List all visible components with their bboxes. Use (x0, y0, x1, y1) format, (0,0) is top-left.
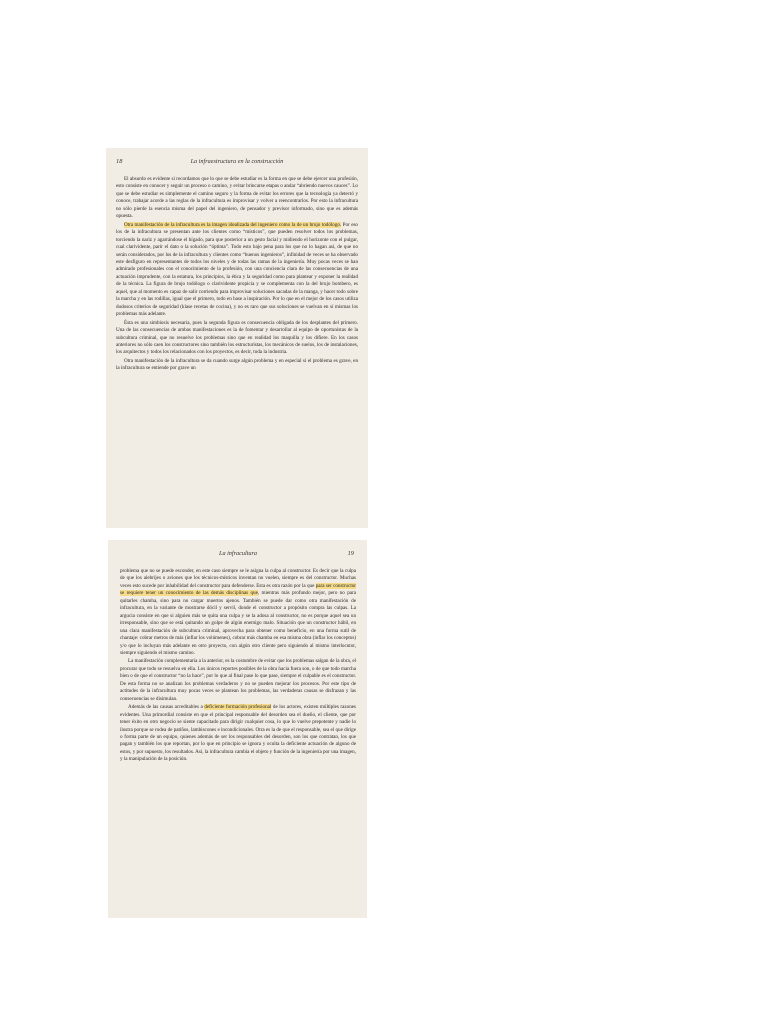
text-segment: Ésta es una simbiosis necesaria, pues la segunda figura es consecuencia obligada de los desplantes del primero. Una de las consecuencias de ambas manifestaciones es la de fomentar y desarrollar al equipo de oportunistas de la subcultura criminal, que no resuelve los problemas sino que en realidad los maquilla y los difiere. En los casos anteriores no sólo caen los constructores sino también los estructuristas, los mecánicos de suelos, los de instalaciones, los arquitectos y todos los relacionados con los proyectos, es decir, toda la industria. (116, 319, 358, 356)
paragraph (116, 358, 358, 373)
highlighted-text: deficiente formación profesional (204, 704, 272, 711)
text-segment: , mientras más profundo mejor, pero no para quitarles chamba, sino para no cargar muertos ajenos. También se puede dar como otra manifestación de infracultura, en la variante de mostrarse dócil y servil, donde el constructor a propósito compra las culpas. La argucia consiste en que si alguien más se quita una culpa y se la adosa al constructor, no es porque aquel sea un irresponsable, sino que se está quitando un golpe de algún enemigo malo. Situación que un constructor hábil, en una clara manifestación de subcultura criminal, aprovecha para obtener como beneficio, en una forma sutil de chantaje: cobrar metros de más (inflar los volúmenes), cobrar más chamba en esa misma obra (inflar los conceptos) y/o que lo incluyan más adelante en otro proyecto, con algún otro cliente pero siguiendo al mismo interlocutor, siempre siguiendo el mismo camino. (120, 590, 356, 656)
running-head (120, 550, 356, 562)
paragraph (120, 704, 356, 764)
running-head-title: La infracultura (219, 550, 257, 557)
paragraph (120, 568, 356, 657)
paragraph (120, 658, 356, 703)
highlighted-text: Otra manifestación de la infracultura es la imagen idealizada del ingeniero como la de un brujo todólogo. (124, 221, 342, 228)
page-body (120, 568, 356, 764)
page-number: 18 (116, 158, 123, 165)
text-segment: La manifestación complementaria a la anterior, es la costumbre de evitar que los problemas salgan de la obra, el procurar que todo se resuelva en ella. Los únicos reportes posibles de la obra hacia fuera son, o de que todo marcha bien o de que el constructor “no la hace”, por lo que al final pase lo que pase, siempre el culpable es el constructor. De esta forma no se analizan los problemas verdaderos y no se pueden mejorar los procesos. Por este tipo de actitudes de la infracultura muy pocas veces se plantean los problemas, las verdaderas causas se disfrazan y las consecuencias se disimulan. (120, 658, 356, 702)
text-segment: problema que no se puede esconder, en este caso siempre se le asigna la culpa al constructor. Es decir que la culpa de que los alebrijes o aviones que los técnicos-místicos inventan no vuelen, siempre es del constructor. Muchas veces esto sucede por inhabilidad del constructor para defenderse. Esta es otra razón por la que (120, 568, 356, 589)
text-segment: Otra manifestación de la infracultura se da cuando surge algún problema y en especial si el problema es grave, en la infracultura se entiende por grave un (116, 357, 358, 372)
running-head-title: La infraestructura en la construcción (190, 158, 284, 165)
book-page-18 (106, 148, 368, 528)
page-body (116, 176, 358, 373)
running-head (116, 158, 358, 170)
text-segment: Además de las causas acreditables a (128, 704, 205, 711)
book-page-19 (108, 540, 367, 918)
text-segment: Por eso los de la infracultura se presentan ante los clientes como “místicos”, que pueden resolver todos los problemas, torciendo la nariz y agarrándose el hígado, para que posterior a un gesto facial y midiendo el horizonte con el pulgar, cual clarividente, parir el dato o la solución “óptima”. Todo esto bajo pena para los que no lo hagan así, de que no serán considerados, por los de la infracultura y clientes como “buenos ingenieros”, infinidad de veces se ha observado este desfiguro en representantes de todos los niveles y de todas las ramas de la ingeniería. Muy pocas veces se han admirado profesionales con el conocimiento de la profesión, con una conciencia clara de las consecuencias de una actuación imprudente, con la estatura, los principios, la ética y la seguridad como para plantear y exponer la realidad de la técnica. La figura de brujo todólogo o clarividente propicia y se complementa con la del brujo bombero, es aquel, que al momento es capaz de salir corriendo para improvisar soluciones sacadas de la manga, y hacer todo sobre la marcha y en las rodillas, igual que el primero, todo en base a inspiración. Por lo que en el mejor de los casos utiliza dudosos criterios de seguridad (klase recetas de cocina), y no es raro que sus soluciones se vuelvan en sí mismas los problemas más adelante. (116, 221, 358, 318)
highlighted-text: para ser constructor se requiere tener un conocimiento de las demás disciplinas que (120, 582, 356, 597)
page-number: 19 (347, 550, 354, 557)
paragraph (116, 320, 358, 357)
paragraph (116, 176, 358, 221)
text-segment: de los actores, existen múltiples razones evidentes. Una primordial consiste en que el principal responsable del desorden sea el dueño, el cliente, que por tener éxito en otro negocio se siente capacitado para dirigir cualquier cosa, lo que lo vuelve prepotente y nadie lo ilustra porque se rodea de patiños, lambiscones e incondicionales. Otra es la de que el responsable, sea el que dirige o forma parte de un equipo, quienes además de ser los responsables del desorden, son los que contratan, los que pagan y también los que reportan, por lo que en principio se ignora y oculta la deficiente actuación de alguno de estos, y por supuesto, los resultados. Así, la infracultura cambia el objeto y función de la ingeniería por una imagen, y la manipulación de la posición. (120, 704, 356, 763)
text-segment: El absurdo es evidente si recordamos que lo que se debe estudiar es la forma en que se debe ejercer una profesión, esto consiste en conocer y seguir un proceso o camino, y evitar brincarse etapas o andar “abriendo nuevos cauces”. Lo que se debe estudiar es simplemente el camino seguro y la forma de evitar los errores que la tecnología ya detectó y conoce, trabajar acorde a las reglas de la infracultura es improvisar y volver a reencontrarlos. Por esto la infracultura no sólo pierde la esencia misma del papel del ingeniero, de pensador y previsor informado, sino que es además opuesta. (116, 176, 358, 220)
paragraph (116, 222, 358, 319)
